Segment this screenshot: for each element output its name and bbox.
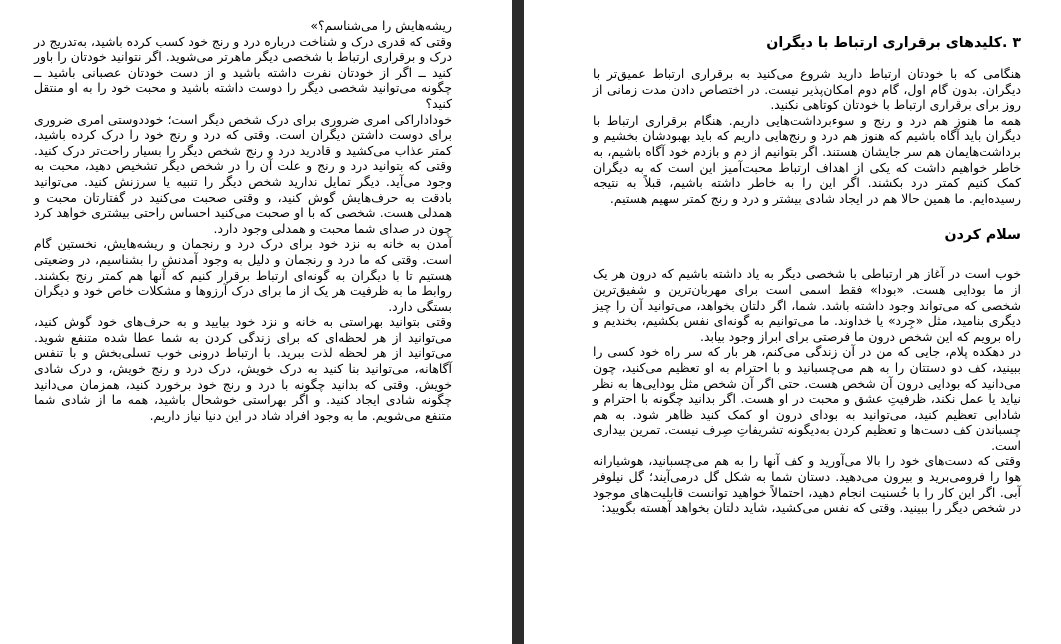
chapter-heading: ۳ .کلیدهای برقراری ارتباط با دیگران xyxy=(766,35,1021,51)
right-page xyxy=(524,0,1061,644)
paragraph: وقتی که قدری درک و شناخت درباره درد و رنج خود کسب کرده باشید، به‌تدریج در درک و برقراری ارتباط با شخصی دیگر ماهرتر می‌شوید. اگر نتوانید خودتان را باور کنید ــ اگر از خودتان نفرت داشته باشید و از دست خودتان عصبانی باشید ــ چگونه می‌توانید شخصی دیگر را دوست داشته باشید و محبت خود را به او منتقل کنید؟ xyxy=(34,33,452,111)
paragraph: آمدن به خانه به نزد خود برای درک درد و رنجمان و ریشه‌هایش، نخستین گام است. وقتی که ما درد و رنجمان و دلیل به وجود آمدنش را بشناسیم، در وضعیتی هستیم تا با دیگران به گونه‌ای ارتباط برقرار کنیم که آنها هم کمتر رنج بکشند. روابط ما به ظرفیت هر یک از ما برای درک آرزوها و مشکلات خاص خود و دیگران بستگی دارد. xyxy=(34,236,452,314)
paragraph: همه ما هنوز هم درد و رنج و سوءبرداشت‌هایی داریم. هنگام برقراری ارتباط با دیگران باید آگاه باشیم که هنوز هم درد و رنج‌هایی داریم که باید بهبودشان بخشیم و برداشت‌هایمان هم سر جایشان هستند. اگر بتوانیم از دم و بازدم خود آگاه باشیم، به خاطر خواهیم داشت که یکی از اهداف ارتباط محبت‌آمیز این است که به دیگران کمک کنیم کمتر درد بکشند. اگر این را به خاطر داشته باشیم، قبلاً به نتیجه رسیده‌ایم. ما همین حالا هم در ایجاد شادی بیشتر و درد و رنج کمتر سهیم هستیم. xyxy=(593,112,1021,206)
paragraph: وقتی بتوانید بهراستی به خانه و نزد خود بیایید و به حرف‌های خود گوش کنید، می‌توانید از هر لحظه‌ای که برای زندگی کردن به شما عطا شده متنفع شوید. می‌توانید از هر لحظه لذت ببرید. با ارتباط درونی خوب تسلی‌بخش و با تنفس آگاهانه، می‌توانید بنا کنید به درک خویش، درک درد و رنج خویش، و درک شادی خویش. وقتی که بدانید چگونه با درد و رنج خود برخورد کنید، همزمان می‌دانید چگونه شادی ایجاد کنید. و اگر بهراستی خوشحال باشید، همه ما از شادی شما متنفع می‌شویم. ما به وجود افراد شاد در این دنیا نیاز داریم. xyxy=(34,314,452,423)
page-gutter xyxy=(512,0,524,644)
paragraph: خوب است در آغاز هر ارتباطی با شخصی دیگر به یاد داشته باشیم که درون هر یک از ما بودایی هست. «بودا» فقط اسمی است برای مهربان‌ترین و شفیق‌ترین شخصی که می‌تواند وجود داشته باشد. شما، اگر دلتان بخواهد، می‌توانید آن را چیز دیگری بنامید، مثل «جِرد» یا خداوند. ما می‌توانیم به گونه‌ای نفس بکشیم، بخندیم و راه برویم که این شخص درون ما فرصتی برای ابراز وجود بیابد. xyxy=(593,266,1021,344)
paragraph: وقتی که دست‌های خود را بالا می‌آورید و کف آنها را به هم می‌چسبانید، هوشیارانه هوا را فرومی‌برید و بیرون می‌دهید. دستان شما به شکل گل درمی‌آیند؛ گل نیلوفر آبی. اگر این کار را با حُسنیت انجام دهید، احتمالاً خواهید توانست قابلیت‌های موجود در شخص دیگر را ببینید. وقتی که نفس می‌کشید، شاید دلتان بخواهد آهسته بگویید: xyxy=(593,453,1021,516)
paragraph: هنگامی که با خودتان ارتباط دارید شروع می‌کنید به برقراری ارتباط عمیق‌تر با دیگران. بدون گام اول، گام دوم امکان‌پذیر نیست. در اختصاص دادن مدت زمانی از روز برای برقراری ارتباط با خودتان کوتاهی نکنید. xyxy=(593,66,1021,113)
paragraph: خوداداراکی امری ضروری برای درک شخص دیگر است؛ خوددوستی امری ضروری برای دوست داشتن دیگران است. وقتی که درد و رنج خود را درک کرده باشید، کمتر عذاب می‌کشید و قادرید درد و رنج شخص دیگر را بسیار راحت‌تر درک کنید. وقتی که بتوانید درد و رنج و علت آن را در شخص دیگر تشخیص دهید، محبت به وجود می‌آید. دیگر تمایل ندارید شخص دیگر را تنبیه یا سرزنش کنید. می‌توانید بادقت به حرف‌هایش گوش کنید، و وقتی صحبت می‌کنید در گفتارتان محبت و همدلی هست. شخصی که با او صحبت می‌کنید احساس راحتی بیشتری خواهد کرد چون در صدای شما محبت و همدلی وجود دارد. xyxy=(34,111,452,236)
left-page xyxy=(0,0,512,644)
paragraph: در دهکده پلام، جایی که من در آن زندگی می‌کنم، هر بار که سر راه خود کسی را ببینید، کف دو دستتان را به هم می‌چسبانید و با احترام به او تعظیم می‌کنید، چون می‌دانید که بودایی درون آن شخص هست. حتی اگر آن شخص مثل بودایی‌ها به نظر نیاید یا عمل نکند، ظرفیتِ عشق و محبت در او هست. اگر بدانید چگونه با احترام و شادابی تعظیم کنید، می‌توانید به بودای درون او کمک کنید ظاهر شود. به هم چسباندن کف دست‌ها و تعظیم کردن به‌دیگونه تشریفاتِ صِرف نیست. تمرین بیداری است. xyxy=(593,344,1021,453)
section-heading: سلام کردن xyxy=(944,227,1021,244)
paragraph: ریشه‌هایش را می‌شناسم؟» xyxy=(310,18,452,33)
